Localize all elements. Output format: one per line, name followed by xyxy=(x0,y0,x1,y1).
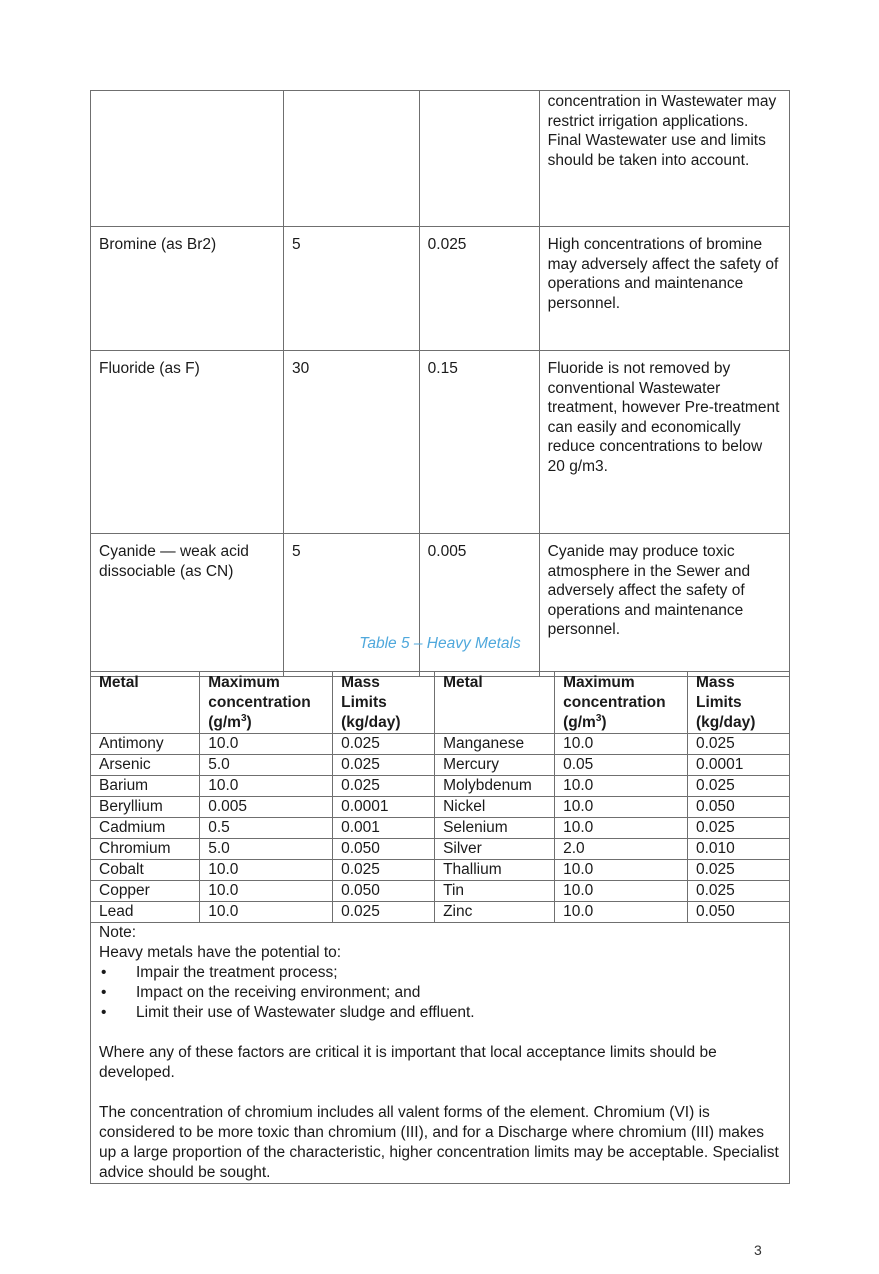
header-metal: Metal xyxy=(435,672,555,734)
comment-cell: High concentrations of bromine may adversely affect the safety of operations and maintenance personnel. xyxy=(539,227,789,351)
concentration-cell: 0.05 xyxy=(555,755,688,776)
comment-cell: concentration in Wastewater may restrict irrigation applications. Final Wastewater use and limits should be taken into account. xyxy=(539,91,789,227)
mass-limit-cell: 0.001 xyxy=(333,818,435,839)
mass-limit-cell: 0.025 xyxy=(688,860,790,881)
mass-limit-cell: 0.025 xyxy=(333,776,435,797)
comment-cell: Cyanide may produce toxic atmosphere in the Sewer and adversely affect the safety of operations and maintenance personnel. xyxy=(539,534,789,677)
header-unit: $(g/m^3)$ xyxy=(563,712,607,731)
mass-limit-cell: 0.025 xyxy=(688,881,790,902)
concentration-cell: 10.0 xyxy=(555,797,688,818)
mass-limit-cell: 0.025 xyxy=(333,755,435,776)
concentration-cell: 10.0 xyxy=(555,818,688,839)
parameter-cell: Bromine (as Br2) xyxy=(91,227,284,351)
mass-limit-cell: 0.025 xyxy=(333,734,435,755)
header-max-concentration xyxy=(200,672,333,734)
concentration-cell: 0.5 xyxy=(200,818,333,839)
metal-cell: Barium xyxy=(91,776,200,797)
concentration-cell: 5 xyxy=(284,227,420,351)
metal-cell: Nickel xyxy=(435,797,555,818)
metal-cell: Zinc xyxy=(435,902,555,923)
header-max-concentration-label: Maximum concentration xyxy=(208,674,311,711)
table-row xyxy=(91,881,790,902)
table-row xyxy=(91,776,790,797)
note-paragraph: The concentration of chromium includes all valent forms of the element. Chromium (VI) is considered to be more toxic than chromium (III), and for a Discharge where chromium (III) makes up a large proportion of the characteristic, higher concentration limits may be acceptable. Specialist advice should be sought. xyxy=(99,1104,779,1181)
mass-limit-cell: 0.050 xyxy=(333,881,435,902)
concentration-cell xyxy=(284,91,420,227)
page-number: 3 xyxy=(754,1242,762,1258)
table-row xyxy=(91,902,790,923)
mass-limit-cell: 0.025 xyxy=(333,902,435,923)
metal-cell: Chromium xyxy=(91,839,200,860)
concentration-cell: 2.0 xyxy=(555,839,688,860)
mass-limit-cell: 0.025 xyxy=(688,734,790,755)
header-max-concentration-label: Maximum concentration xyxy=(563,674,666,711)
concentration-cell: 5.0 xyxy=(200,839,333,860)
metal-cell: Copper xyxy=(91,881,200,902)
table-row xyxy=(91,839,790,860)
metal-cell: Lead xyxy=(91,902,200,923)
mass-limit-cell: 0.025 xyxy=(333,860,435,881)
parameter-cell xyxy=(91,91,284,227)
table-caption: Table 5 – Heavy Metals xyxy=(359,635,521,652)
note-label: Note: xyxy=(99,924,137,941)
concentration-cell: 10.0 xyxy=(555,776,688,797)
note-row xyxy=(91,923,790,1184)
header-mass-limits: Mass Limits (kg/day) xyxy=(333,672,435,734)
concentration-cell: 30 xyxy=(284,351,420,534)
concentration-cell: 10.0 xyxy=(555,860,688,881)
contaminants-table xyxy=(90,90,790,677)
metal-cell: Thallium xyxy=(435,860,555,881)
note-cell xyxy=(91,923,790,1184)
table-row xyxy=(91,91,790,227)
mass-limit-cell xyxy=(419,91,539,227)
parameter-cell: Fluoride (as F) xyxy=(91,351,284,534)
metal-cell: Arsenic xyxy=(91,755,200,776)
parameter-cell: Cyanide — weak acid dissociable (as CN) xyxy=(91,534,284,677)
table-row xyxy=(91,351,790,534)
mass-limit-cell: 0.15 xyxy=(419,351,539,534)
metal-cell: Manganese xyxy=(435,734,555,755)
mass-limit-cell: 0.025 xyxy=(688,818,790,839)
concentration-cell: 5 xyxy=(284,534,420,677)
concentration-cell: 10.0 xyxy=(200,881,333,902)
mass-limit-cell: 0.010 xyxy=(688,839,790,860)
note-bullet: • Impact on the receiving environment; and xyxy=(99,983,781,1003)
mass-limit-cell: 0.050 xyxy=(333,839,435,860)
note-paragraph: Where any of these factors are critical it is important that local acceptance limits should be developed. xyxy=(99,1044,717,1081)
table-row xyxy=(91,818,790,839)
metal-cell: Cobalt xyxy=(91,860,200,881)
concentration-cell: 10.0 xyxy=(555,734,688,755)
metal-cell: Beryllium xyxy=(91,797,200,818)
concentration-cell: 10.0 xyxy=(200,776,333,797)
concentration-cell: 10.0 xyxy=(200,902,333,923)
note-bullet-list xyxy=(99,963,781,1023)
mass-limit-cell: 0.005 xyxy=(419,534,539,677)
table-row xyxy=(91,227,790,351)
header-max-concentration xyxy=(555,672,688,734)
mass-limit-cell: 0.0001 xyxy=(688,755,790,776)
metal-cell: Tin xyxy=(435,881,555,902)
comment-cell: Fluoride is not removed by conventional Wastewater treatment, however Pre-treatment can easily and economically reduce concentrations to below 20 g/m3. xyxy=(539,351,789,534)
header-metal: Metal xyxy=(91,672,200,734)
metal-cell: Selenium xyxy=(435,818,555,839)
mass-limit-cell: 0.025 xyxy=(688,776,790,797)
metal-cell: Silver xyxy=(435,839,555,860)
mass-limit-cell: 0.0001 xyxy=(333,797,435,818)
mass-limit-cell: 0.025 xyxy=(419,227,539,351)
concentration-cell: 0.005 xyxy=(200,797,333,818)
header-unit: $(g/m^3)$ xyxy=(208,712,252,731)
concentration-cell: 10.0 xyxy=(200,860,333,881)
header-row xyxy=(91,672,790,734)
note-bullet: • Impair the treatment process; xyxy=(99,963,781,983)
note-intro: Heavy metals have the potential to: xyxy=(99,944,342,961)
metal-cell: Mercury xyxy=(435,755,555,776)
table-row xyxy=(91,534,790,677)
header-mass-limits: Mass Limits (kg/day) xyxy=(688,672,790,734)
table-row xyxy=(91,797,790,818)
metal-cell: Cadmium xyxy=(91,818,200,839)
heavy-metals-table xyxy=(90,671,790,1184)
table-row xyxy=(91,860,790,881)
concentration-cell: 10.0 xyxy=(555,902,688,923)
concentration-cell: 5.0 xyxy=(200,755,333,776)
mass-limit-cell: 0.050 xyxy=(688,797,790,818)
note-bullet: • Limit their use of Wastewater sludge and effluent. xyxy=(99,1003,781,1023)
metal-cell: Antimony xyxy=(91,734,200,755)
metal-cell: Molybdenum xyxy=(435,776,555,797)
concentration-cell: 10.0 xyxy=(555,881,688,902)
concentration-cell: 10.0 xyxy=(200,734,333,755)
table-row xyxy=(91,755,790,776)
table-row xyxy=(91,734,790,755)
mass-limit-cell: 0.050 xyxy=(688,902,790,923)
